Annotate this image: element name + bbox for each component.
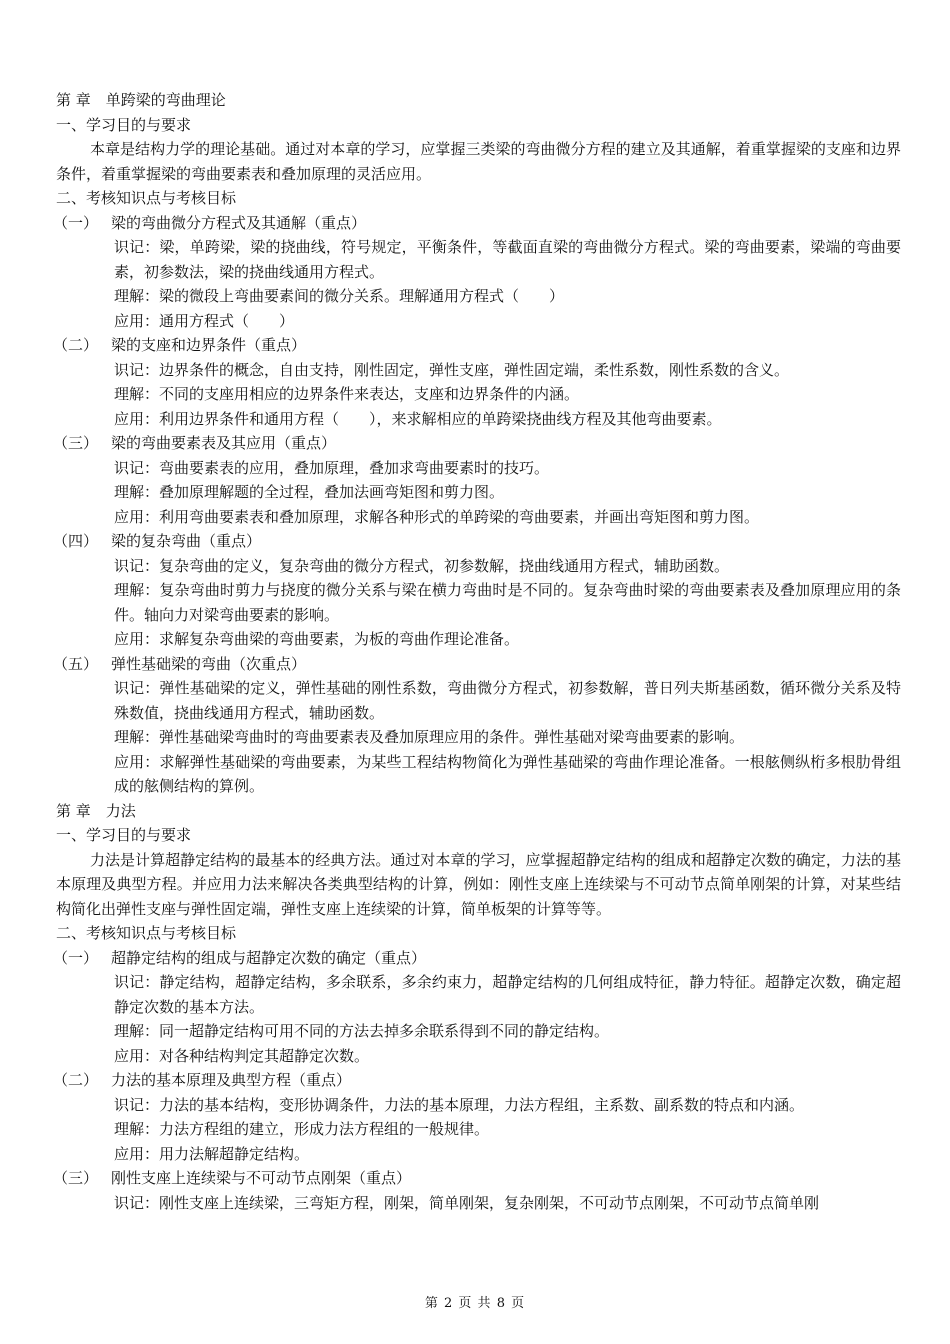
page-footer: 第 2 页 共 8 页 <box>424 1296 526 1311</box>
subsection-title: 刚性支座上连续梁与不可动节点刚架（重点） <box>111 1169 412 1187</box>
subsection-heading <box>53 946 901 971</box>
section-heading: 一、学习目的与要求 <box>56 826 192 844</box>
subsection-heading <box>53 652 901 677</box>
list-item: 应用：求解复杂弯曲梁的弯曲要素，为板的弯曲作理论准备。 <box>114 630 520 648</box>
paragraph: 本章是结构力学的理论基础。通过对本章的学习，应掌握三类梁的弯曲微分方程的建立及其通解，着重掌握梁的支座和边界条件，着重掌握梁的弯曲要素表和叠加原理的灵活应用。 <box>56 140 901 183</box>
list-item: 理解：同一超静定结构可用不同的方法去掉多余联系得到不同的静定结构。 <box>114 1022 610 1040</box>
subsection-title: 梁的支座和边界条件（重点） <box>111 336 307 354</box>
subsection-number: （三） <box>53 434 99 452</box>
list-item: 理解：梁的微段上弯曲要素间的微分关系。理解通用方程式（ ） <box>114 287 565 305</box>
list-item: 理解：叠加原理解题的全过程，叠加法画弯矩图和剪力图。 <box>114 483 505 501</box>
section-heading: 一、学习目的与要求 <box>56 115 192 134</box>
list-item: 识记：刚性支座上连续梁，三弯矩方程，刚架，简单刚架，复杂刚架，不可动节点刚架，不可动节点简单刚 <box>114 1193 820 1212</box>
subsection-title: 超静定结构的组成与超静定次数的确定（重点） <box>111 948 427 967</box>
list-item: 理解：力法方程组的建立，形成力法方程组的一般规律。 <box>114 1120 490 1138</box>
list-item: 应用：利用弯曲要素表和叠加原理，求解各种形式的单跨梁的弯曲要素，并画出弯矩图和剪力图。 <box>114 507 760 526</box>
list-item: 识记：力法的基本结构，变形协调条件，力法的基本原理，力法方程组，主系数、副系数的特点和内涵。 <box>114 1095 805 1114</box>
list-item: 应用：用力法解超静定结构。 <box>114 1144 310 1163</box>
subsection-heading <box>53 333 901 358</box>
section-heading: 二、考核知识点与考核目标 <box>56 189 237 207</box>
subsection-title: 梁的复杂弯曲（重点） <box>111 532 262 550</box>
subsection-title: 梁的弯曲要素表及其应用（重点） <box>111 434 337 452</box>
page-content <box>53 88 901 1215</box>
list-item: 识记：弹性基础梁的定义，弹性基础的刚性系数，弯曲微分方程式，初参数解，普日列夫斯基函数，循环微分关系及特殊数值，挠曲线通用方程式，辅助函数。 <box>114 679 901 722</box>
list-item: 识记：梁，单跨梁，梁的挠曲线，符号规定，平衡条件，等截面直梁的弯曲微分方程式。梁的弯曲要素，梁端的弯曲要素，初参数法，梁的挠曲线通用方程式。 <box>114 238 901 281</box>
chapter-title: 第 章 力法 <box>56 801 136 820</box>
subsection-number: （五） <box>53 654 99 673</box>
subsection-number: （四） <box>53 532 99 550</box>
list-item: 理解：不同的支座用相应的边界条件来表达，支座和边界条件的内涵。 <box>114 385 580 403</box>
subsection-number: （一） <box>53 948 99 967</box>
subsection-number: （三） <box>53 1169 99 1187</box>
list-item: 应用：求解弹性基础梁的弯曲要素，为某些工程结构物简化为弹性基础梁的弯曲作理论准备。一根舷侧纵桁多根肋骨组成的舷侧结构的算例。 <box>114 752 901 795</box>
list-item: 理解：复杂弯曲时剪力与挠度的微分关系与梁在横力弯曲时是不同的。复杂弯曲时梁的弯曲要素表及叠加原理应用的条件。轴向力对梁弯曲要素的影响。 <box>114 581 901 624</box>
subsection-heading <box>53 211 901 236</box>
list-item: 应用：利用边界条件和通用方程（ ），来求解相应的单跨梁挠曲线方程及其他弯曲要素。 <box>114 409 722 428</box>
subsection-title: 弹性基础梁的弯曲（次重点） <box>111 654 307 673</box>
section-heading: 二、考核知识点与考核目标 <box>56 924 237 942</box>
subsection-title: 力法的基本原理及典型方程（重点） <box>111 1071 352 1089</box>
subsection-number: （二） <box>53 1071 99 1089</box>
subsection-number: （一） <box>53 213 99 232</box>
paragraph: 力法是计算超静定结构的最基本的经典方法。通过对本章的学习，应掌握超静定结构的组成和超静定次数的确定，力法的基本原理及典型方程。并应用力法来解决各类典型结构的计算，例如：刚性支座上连续梁与不可动节点简单刚架的计算，对某些结构简化出弹性支座与弹性固定端，弹性支座上连续梁的计算，简单板架的计算等等。 <box>56 850 901 918</box>
subsection-heading <box>53 431 901 456</box>
list-item: 识记：静定结构，超静定结构，多余联系，多余约束力，超静定结构的几何组成特征，静力特征。超静定次数，确定超静定次数的基本方法。 <box>114 973 901 1016</box>
chapter-title: 第 章 单跨梁的弯曲理论 <box>56 91 226 109</box>
subsection-heading <box>53 1068 901 1093</box>
subsection-heading <box>53 1166 901 1191</box>
subsection-title: 梁的弯曲微分方程式及其通解（重点） <box>111 213 367 232</box>
list-item: 识记：复杂弯曲的定义，复杂弯曲的微分方程式，初参数解，挠曲线通用方程式，辅助函数。 <box>114 556 730 575</box>
list-item: 识记：边界条件的概念，自由支持，刚性固定，弹性支座，弹性固定端，柔性系数，刚性系数的含义。 <box>114 360 790 379</box>
list-item: 应用：对各种结构判定其超静定次数。 <box>114 1046 370 1065</box>
subsection-heading <box>53 529 901 554</box>
subsection-number: （二） <box>53 336 99 354</box>
list-item: 识记：弯曲要素表的应用，叠加原理，叠加求弯曲要素时的技巧。 <box>114 458 550 477</box>
list-item: 应用：通用方程式（ ） <box>114 311 295 330</box>
list-item: 理解：弹性基础梁弯曲时的弯曲要素表及叠加原理应用的条件。弹性基础对梁弯曲要素的影响。 <box>114 728 745 746</box>
